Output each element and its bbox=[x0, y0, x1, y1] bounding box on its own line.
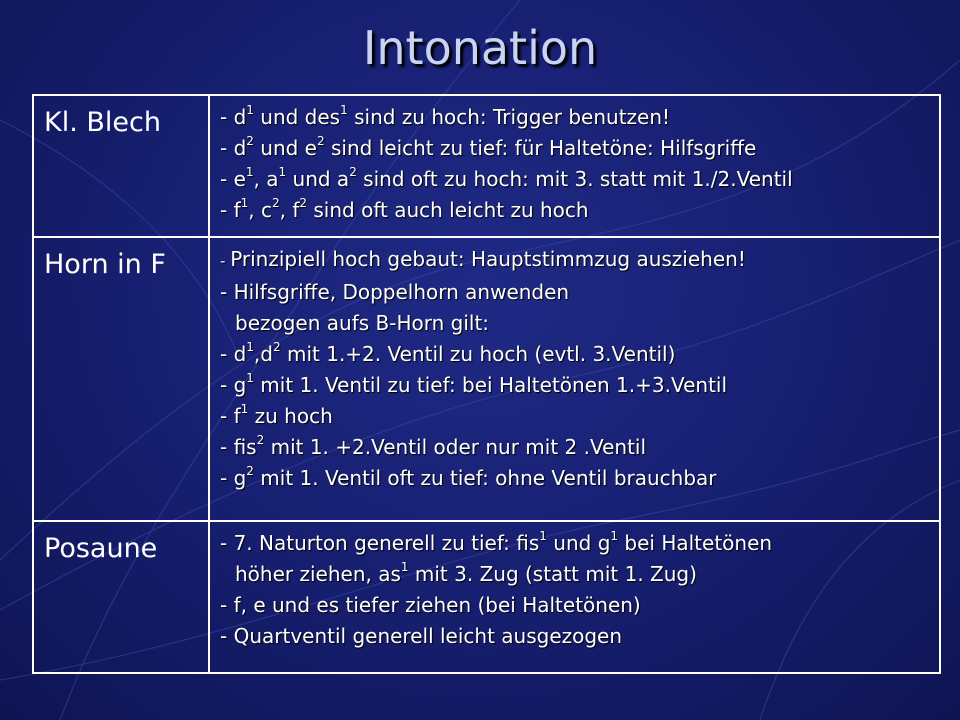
superscript: 1 bbox=[246, 371, 254, 386]
table-row bbox=[33, 95, 940, 237]
text-line: - fis$^2$ mit 1. +2.Ventil oder nur mit 2 .Ventil bbox=[220, 433, 647, 459]
text-line: - $f^1$ zu hoch bbox=[220, 402, 333, 428]
superscript: 1 bbox=[278, 165, 287, 180]
superscript: 2 bbox=[246, 134, 254, 149]
text-line: - f, e und es tiefer ziehen (bei Haltetönen) bbox=[220, 593, 641, 617]
page-title: Intonation bbox=[362, 21, 598, 75]
row-label-cell bbox=[33, 237, 209, 521]
text-line: - $d^1,d^2$ mit 1.+2. Ventil zu hoch (evtl. 3.Ventil) bbox=[220, 340, 676, 366]
superscript: 1 bbox=[245, 165, 254, 180]
text-line: - $e^1$, $a^1$ und $a^2$ sind oft zu hoch: mit 3. statt mit 1./2.Ventil bbox=[220, 165, 793, 191]
row-lines bbox=[210, 522, 939, 662]
superscript: 2 bbox=[246, 464, 254, 479]
superscript: 1 bbox=[240, 196, 249, 211]
text-line: - $d^1$ und des$^1$ sind zu hoch: Trigger benutzen! bbox=[220, 103, 671, 129]
table-row bbox=[33, 521, 940, 673]
text-line: - Hilfsgriffe, Doppelhorn anwenden bbox=[220, 280, 570, 304]
row-label: Kl. Blech bbox=[44, 107, 161, 138]
row-content-cell bbox=[209, 237, 940, 521]
row-label: Horn in F bbox=[44, 249, 166, 280]
text-line: höher ziehen, $as^1$ mit 3. Zug (statt mit 1. Zug) bbox=[235, 560, 697, 586]
text-line: - $g^2$ mit 1. Ventil oft zu tief: ohne Ventil brauchbar bbox=[220, 464, 717, 490]
superscript: 1 bbox=[340, 103, 348, 118]
row-lines bbox=[210, 238, 939, 504]
superscript: 2 bbox=[272, 340, 281, 355]
text-line: - $g^1$ mit 1. Ventil zu tief: bei Haltetönen 1.+3.Ventil bbox=[220, 371, 728, 397]
text-line: - $d^2$ und $e^2$ sind leicht zu tief: für Haltetöne: Hilfsgriffe bbox=[220, 134, 757, 160]
superscript: 1 bbox=[246, 340, 254, 355]
superscript: 2 bbox=[256, 433, 265, 448]
row-content-cell bbox=[209, 521, 940, 673]
text-line: - $f^1$, $c^2$, $f^2$ sind oft auch leicht zu hoch bbox=[220, 196, 589, 222]
superscript: 1 bbox=[400, 560, 409, 575]
superscript: 1 bbox=[610, 529, 619, 544]
superscript: 1 bbox=[246, 103, 254, 118]
superscript: 2 bbox=[299, 196, 308, 211]
superscript: 2 bbox=[349, 165, 357, 180]
text-line: - Quartventil generell leicht ausgezogen bbox=[220, 624, 623, 648]
row-lines bbox=[210, 96, 939, 236]
row-content-cell bbox=[209, 95, 940, 237]
text-line: - 7. Naturton generell zu tief: fis$^1$ und $g^1$ bei Haltetönen bbox=[220, 529, 773, 555]
superscript: 1 bbox=[240, 402, 249, 417]
intonation-table bbox=[32, 94, 941, 674]
bullet-dash: - bbox=[220, 252, 231, 270]
table-row bbox=[33, 237, 940, 521]
row-label-cell bbox=[33, 521, 209, 673]
superscript: 1 bbox=[539, 529, 547, 544]
text-line: bezogen aufs B-Horn gilt: bbox=[235, 311, 490, 335]
row-label: Posaune bbox=[44, 533, 158, 564]
superscript: 2 bbox=[271, 196, 280, 211]
superscript: 2 bbox=[317, 134, 325, 149]
text-line: - Prinzipiell hoch gebaut: Hauptstimmzug ausziehen! bbox=[220, 247, 746, 271]
row-label-cell bbox=[33, 95, 209, 237]
